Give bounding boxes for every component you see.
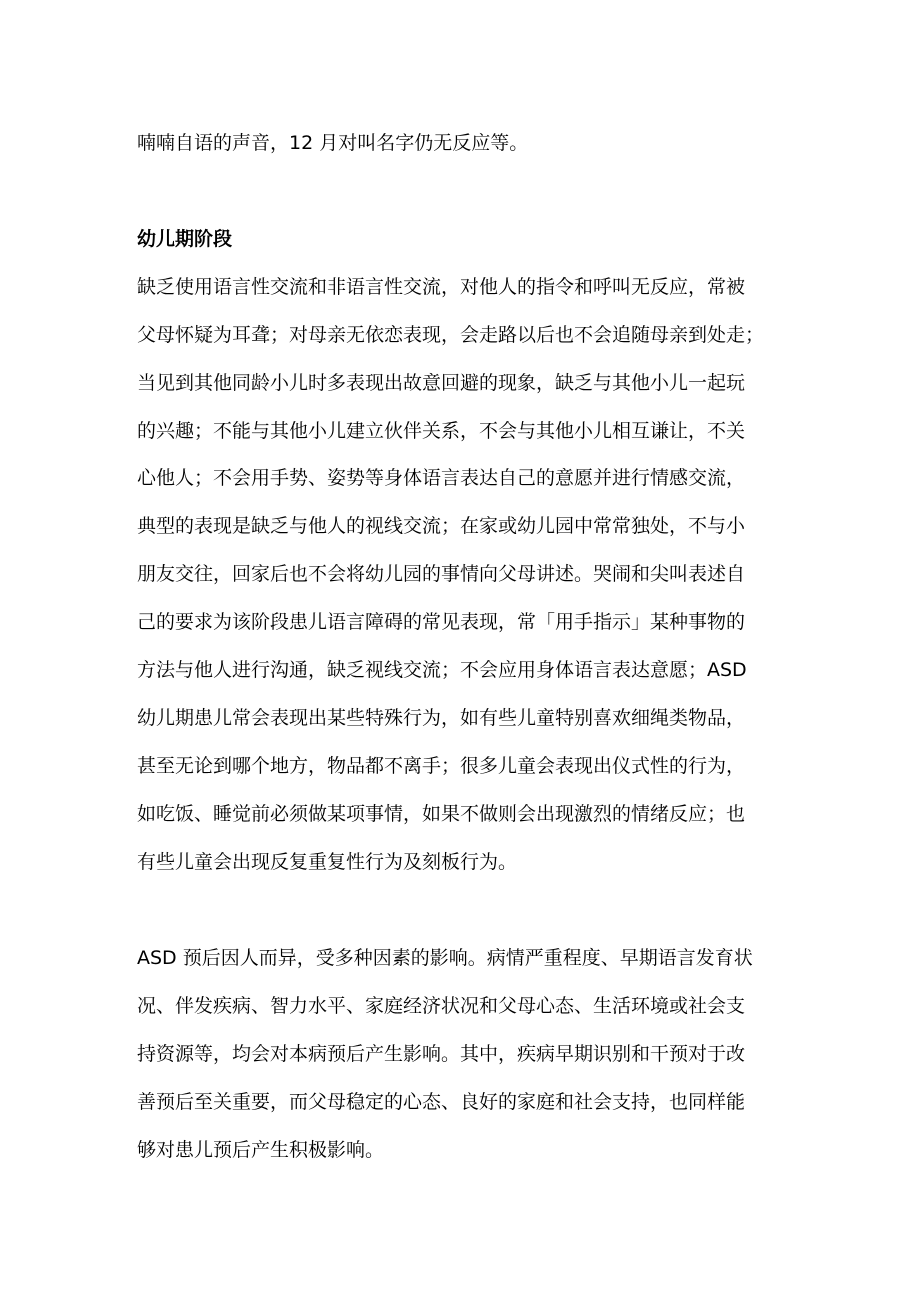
prognosis-line: 够对患儿预后产生积极影响。 — [137, 1139, 385, 1161]
body-line: 心他人；不会用手势、姿势等身体语言表达自己的意愿并进行情感交流， — [137, 467, 746, 489]
body-line: 父母怀疑为耳聋；对母亲无依恋表现，会走路以后也不会追随母亲到处走； — [137, 324, 765, 346]
prognosis-line: 持资源等，均会对本病预后产生影响。其中，疾病早期识别和干预对于改 — [137, 1043, 746, 1065]
body-line: 缺乏使用语言性交流和非语言性交流，对他人的指令和呼叫无反应，常被 — [137, 276, 746, 298]
body-line: 典型的表现是缺乏与他人的视线交流；在家或幼儿园中常常独处，不与小 — [137, 515, 746, 537]
prognosis-line: ASD 预后因人而异，受多种因素的影响。病情严重程度、早期语言发育状 — [137, 947, 753, 969]
body-line: 朋友交往，回家后也不会将幼儿园的事情向父母讲述。哭闹和尖叫表述自 — [137, 563, 746, 585]
body-line: 的兴趣；不能与其他小儿建立伙伴关系，不会与其他小儿相互谦让，不关 — [137, 420, 746, 442]
body-line: 如吃饭、睡觉前必须做某项事情，如果不做则会出现激烈的情绪反应；也 — [137, 803, 746, 825]
body-line: 甚至无论到哪个地方，物品都不离手；很多儿童会表现出仪式性的行为， — [137, 755, 746, 777]
body-line: 当见到其他同龄小儿时多表现出故意回避的现象，缺乏与其他小儿一起玩 — [137, 372, 746, 394]
prognosis-line: 善预后至关重要，而父母稳定的心态、良好的家庭和社会支持，也同样能 — [137, 1091, 746, 1113]
body-line: 己的要求为该阶段患儿语言障碍的常见表现，常「用手指示」某种事物的 — [137, 611, 746, 633]
body-line: 有些儿童会出现反复重复性行为及刻板行为。 — [137, 851, 518, 873]
prognosis-line: 况、伴发疾病、智力水平、家庭经济状况和父母心态、生活环境或社会支 — [137, 995, 746, 1017]
intro-line: 喃喃自语的声音，12 月对叫名字仍无反应等。 — [137, 132, 529, 154]
section-heading: 幼儿期阶段 — [137, 228, 233, 250]
body-line: 方法与他人进行沟通，缺乏视线交流；不会应用身体语言表达意愿；ASD — [137, 659, 747, 681]
body-line: 幼儿期患儿常会表现出某些特殊行为，如有些儿童特别喜欢细绳类物品， — [137, 707, 746, 729]
